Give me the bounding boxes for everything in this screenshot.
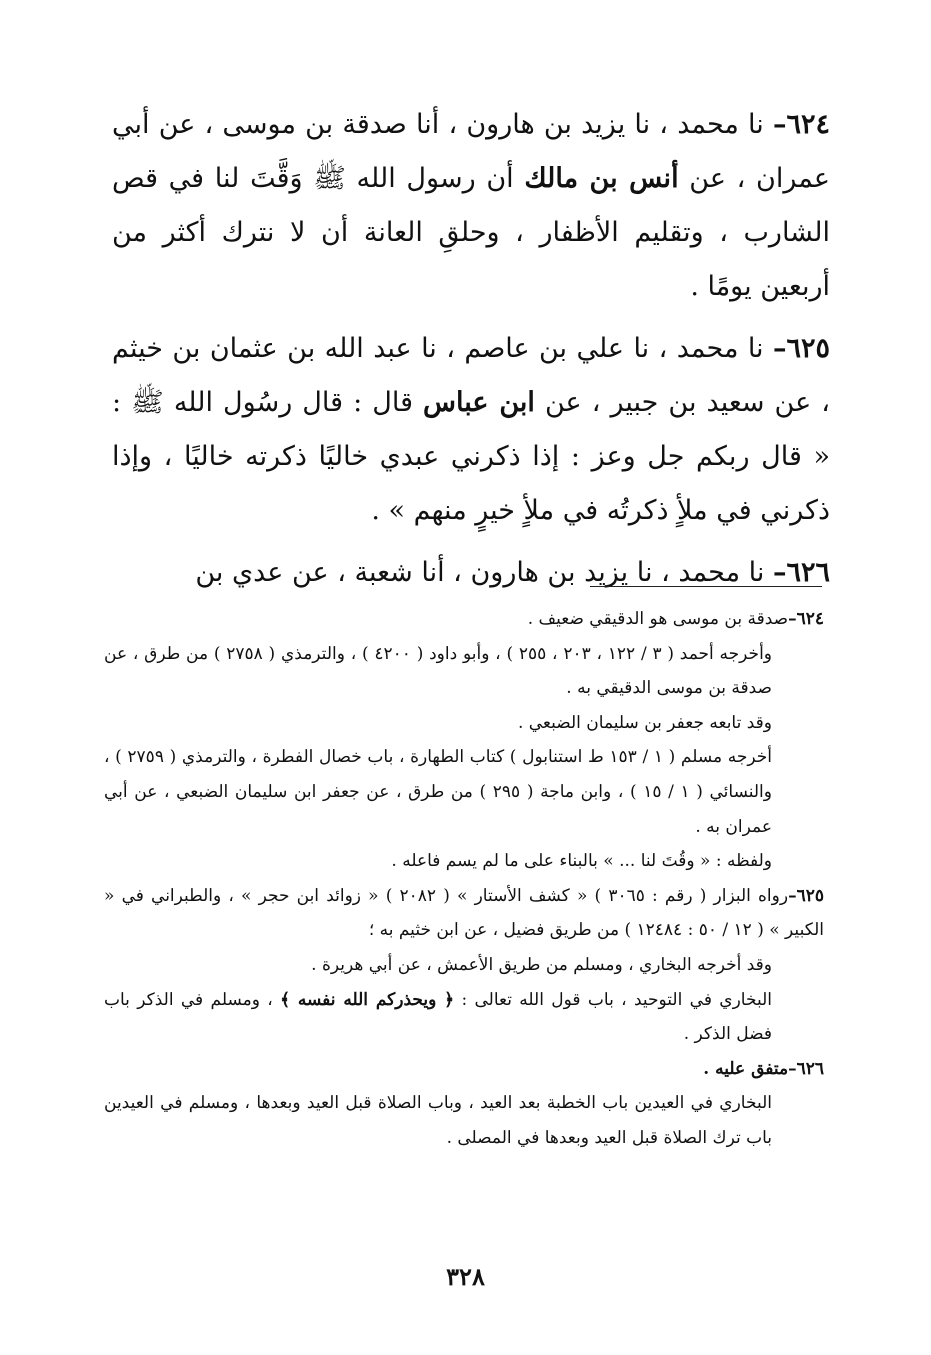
- footnote-number: ٦٢٦–: [788, 1058, 824, 1079]
- footnote-text: متفق عليه .: [703, 1058, 789, 1079]
- narrator-name: ابن عباس: [423, 387, 535, 418]
- hadith-text: نا محمد ، نا علي بن عاصم ، نا عبد الله بن عثمان بن خيثم ، عن سعيد بن جبير ، عن: [112, 333, 830, 418]
- hadith-text: نا محمد ، نا يزيد بن هارون ، أنا شعبة ، عن عدي بن: [195, 557, 765, 588]
- footnote-line: ولفظه : « وقُتَ لنا ... » بالبناء على ما لم يسم فاعله .: [391, 851, 772, 872]
- footnote-line: وقد أخرجه البخاري ، ومسلم من طريق الأعمش ، عن أبي هريرة .: [311, 954, 772, 975]
- hadith-624: [112, 98, 830, 314]
- hadith-625: [112, 322, 830, 538]
- quran-verse: ﴿ ويحذركم الله نفسه ﴾: [280, 989, 455, 1010]
- footnotes: [104, 602, 824, 1156]
- footnote-line: أخرجه مسلم ( ١ / ١٥٣ ط استنابول ) كتاب الطهارة ، باب خصال الفطرة ، والترمذي ( ٢٧٥٩ ) ، والنسائي ( ١ / ١٥ ) ، وابن ماجة ( ٢٩٥ ) من طرق ، عن جعفر ابن سليمان الضبعي ، عن أبي عمران به .: [104, 747, 772, 837]
- narrator-name: أنس بن مالك: [524, 163, 679, 194]
- footnote-624-lead: [104, 602, 824, 637]
- hadith-number: ٦٢٥–: [772, 333, 830, 364]
- footnote-text: رواه البزار ( رقم : ٣٠٦٥ ) « كشف الأستار » ( ٢٠٨٢ ) « زوائد ابن حجر » ، والطبراني في « الكبير » ( ١٢ / ٥٠ : ١٢٤٨٤ ) من طريق فضيل ، عن ابن خثيم به ؛: [104, 885, 824, 941]
- page-number: ٣٢٨: [446, 1262, 485, 1291]
- footnote-625-lead: [104, 879, 824, 948]
- footnote-626-lead: [104, 1052, 824, 1087]
- footnote-line: البخاري في العيدين باب الخطبة بعد العيد ، وباب الصلاة قبل العيد وبعدها ، ومسلم في العيدين باب ترك الصلاة قبل العيد وبعدها في المصلى .: [104, 1093, 772, 1148]
- footnote-number: ٦٢٤–: [788, 609, 824, 629]
- hadith-number: ٦٢٦–: [772, 557, 830, 588]
- hadith-number: ٦٢٤–: [772, 109, 830, 140]
- footnote-line: [104, 983, 824, 1052]
- footnote-line: وأخرجه أحمد ( ٣ / ١٢٢ ، ٢٠٣ ، ٢٥٥ ) ، وأبو داود ( ٤٢٠٠ ) ، والترمذي ( ٢٧٥٨ ) من طرق ، عن صدقة بن موسى الدقيقي به .: [104, 643, 773, 699]
- footnote-line: وقد تابعه جعفر بن سليمان الضبعي .: [517, 712, 772, 733]
- footnote-text: البخاري في التوحيد ، باب قول الله تعالى :: [454, 989, 772, 1010]
- hadith-text: أن رسول الله ﷺ وَقَّتَ لنا في قص الشارب ، وتقليم الأظفار ، وحلقِ العانة أن لا نترك أكثر من أربعين يومًا .: [112, 163, 830, 302]
- hadith-626: [112, 546, 830, 600]
- footnote-text: صدقة بن موسى هو الدقيقي ضعيف .: [527, 609, 789, 629]
- footnote-text: ، ومسلم في الذكر باب فضل الذكر .: [104, 989, 772, 1045]
- footnote-number: ٦٢٥–: [788, 885, 824, 906]
- hadith-text: نا محمد ، نا يزيد بن هارون ، أنا صدقة بن موسى ، عن أبي عمران ، عن: [112, 109, 830, 194]
- hadith-text: قال : قال رسُول الله ﷺ : « قال ربكم جل وعز : إذا ذكرني عبدي خاليًا ذكرته خاليًا ، وإذا ذكرني في ملأٍ ذكرتُه في ملأٍ خيرٍ منهم » .: [112, 387, 830, 526]
- main-text: [112, 98, 830, 608]
- footnote-divider: [590, 586, 822, 587]
